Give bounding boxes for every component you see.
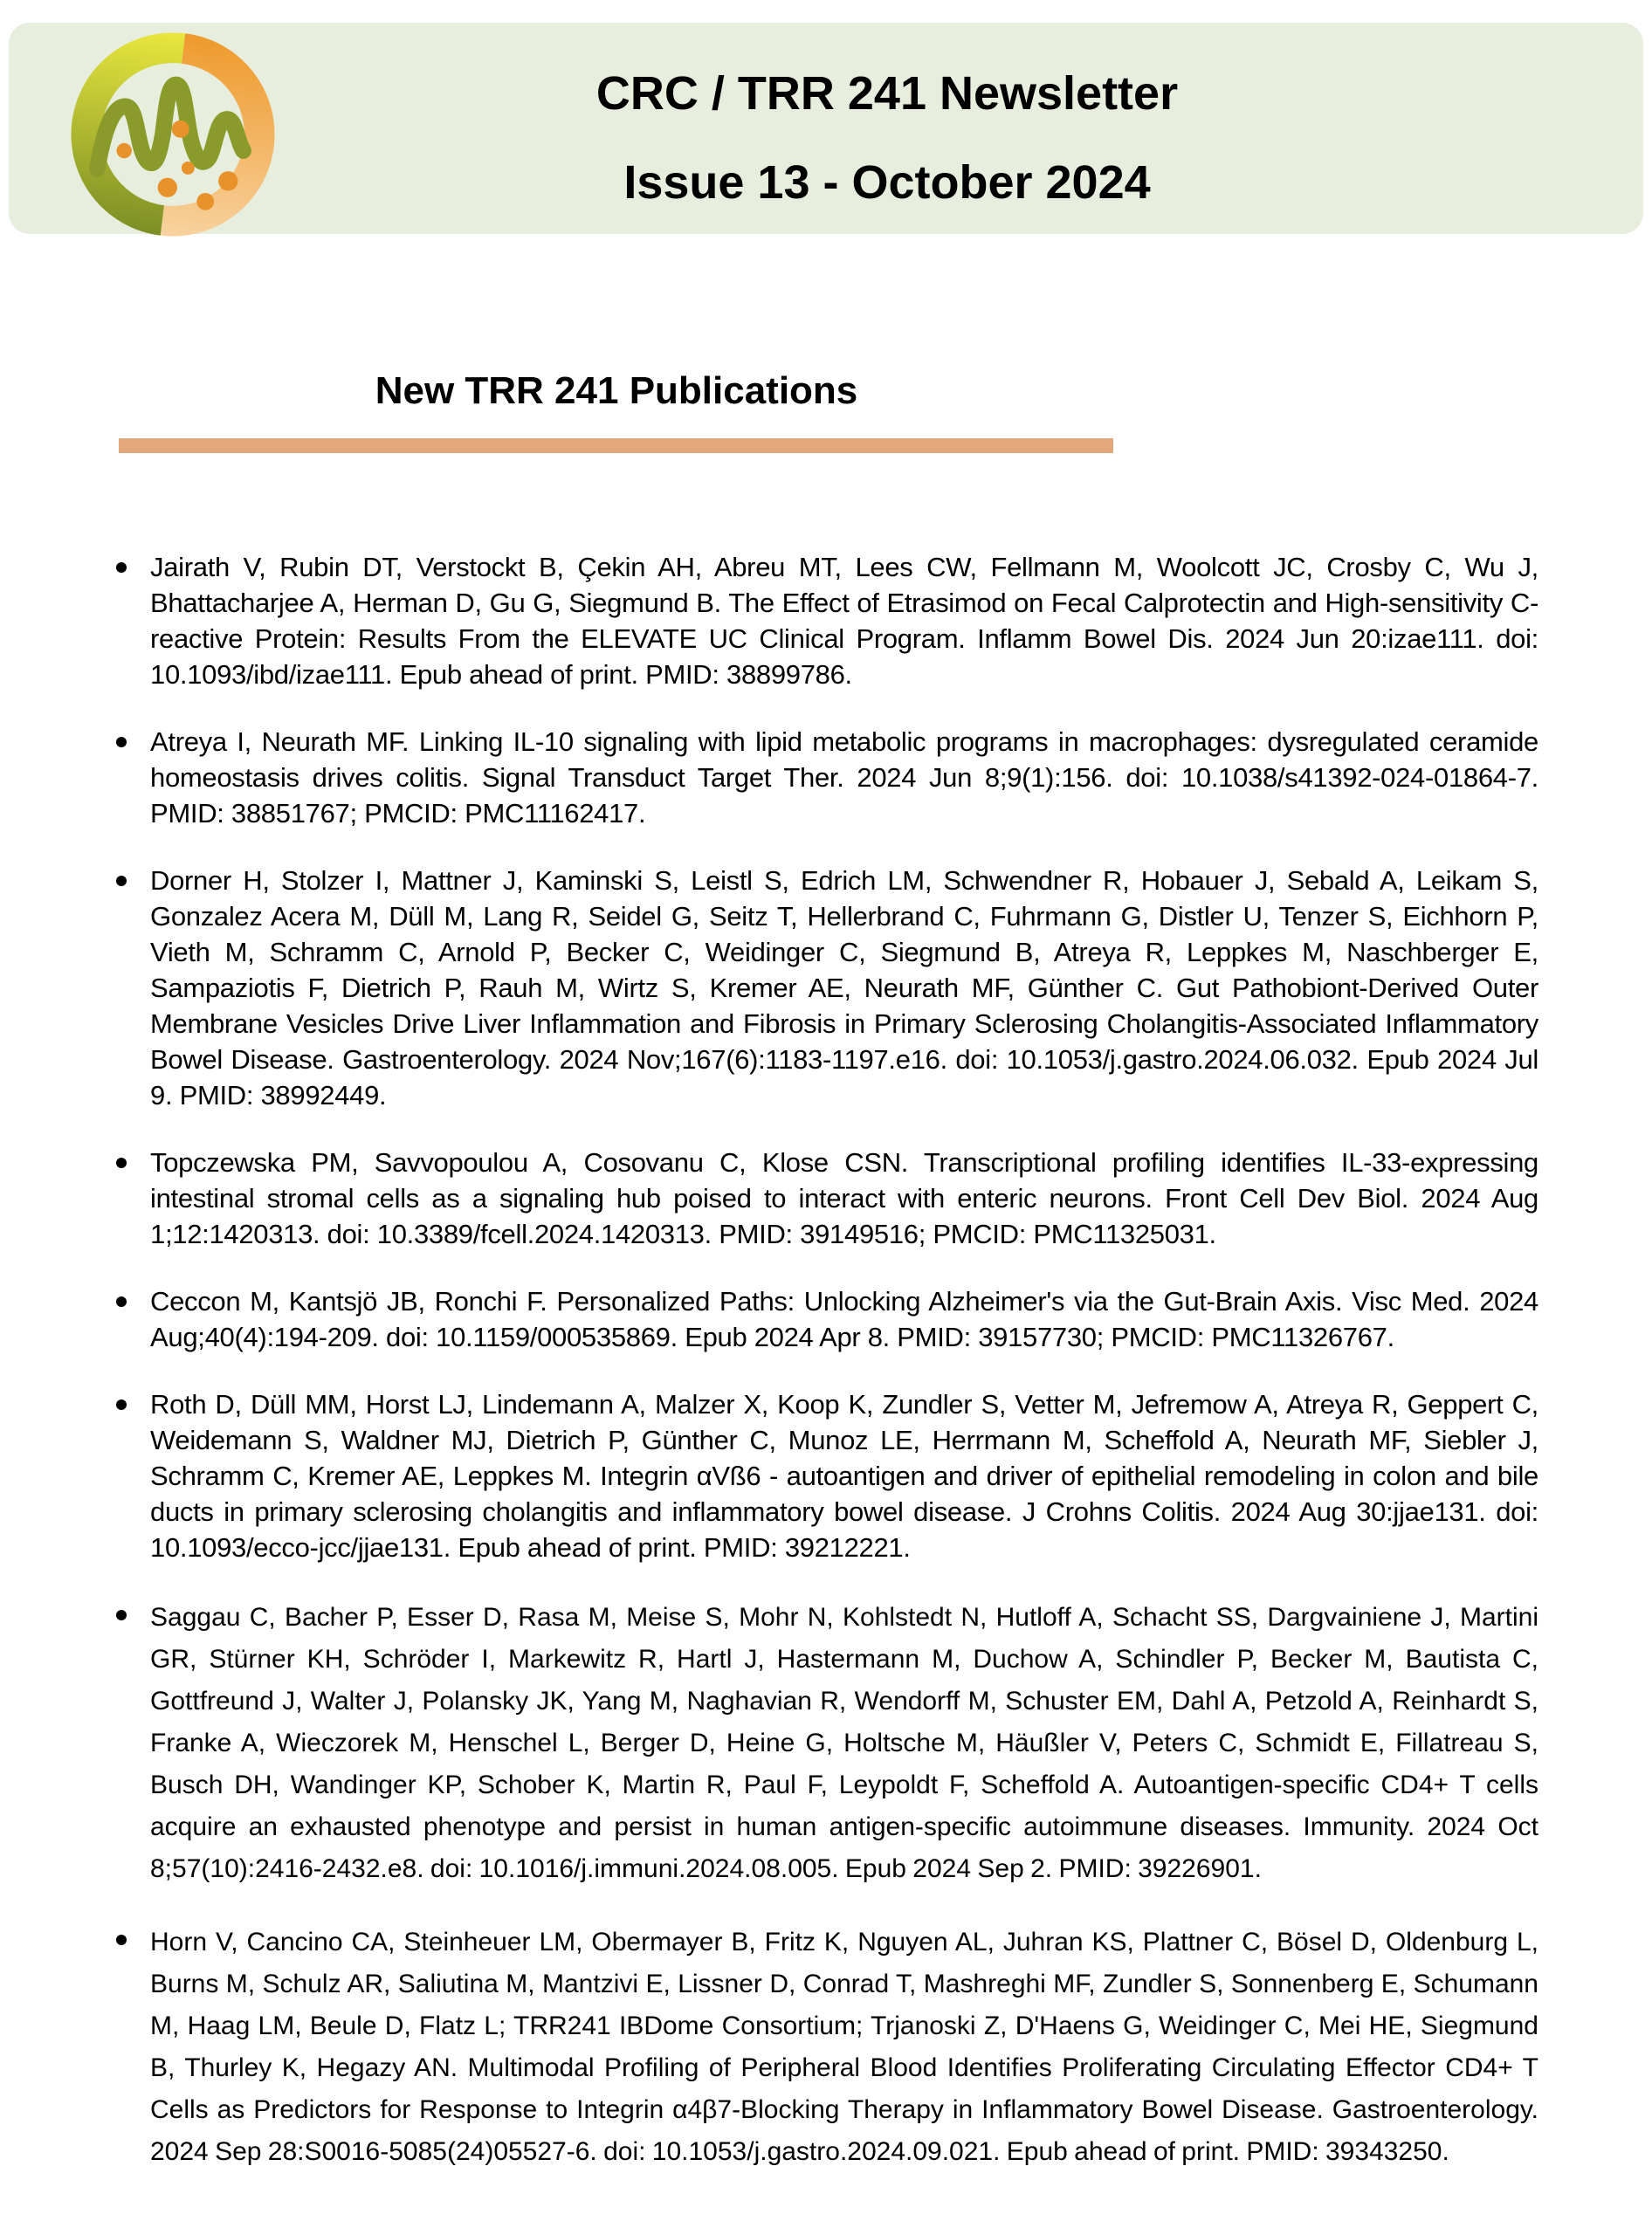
crc-trr241-logo-icon bbox=[65, 26, 281, 243]
publication-item-4 bbox=[114, 1145, 1538, 1252]
publication-item-8 bbox=[114, 1922, 1538, 2173]
bullet-icon bbox=[116, 1296, 127, 1307]
publication-citation: Jairath V, Rubin DT, Verstockt B, Çekin AH, Abreu MT, Lees CW, Fellmann M, Woolcott JC, Crosby C, Wu J, Bhattacharjee A, Herman D, Gu G, Siegmund B. The Effect of Etrasimod on Fecal Calprotectin and High-sensitivity C-reactive Protein: Results From the ELEVATE UC Clinical Program. Inflamm Bowel Dis. 2024 Jun 20:izae111. doi: 10.1093/ibd/izae111. Epub ahead of print. PMID: 38899786. bbox=[150, 552, 1538, 690]
publications-heading: New TRR 241 Publications bbox=[375, 369, 858, 412]
publication-citation: Horn V, Cancino CA, Steinheuer LM, Obermayer B, Fritz K, Nguyen AL, Juhran KS, Plattner C, Bösel D, Oldenburg L, Burns M, Schulz AR, Saliutina M, Mantzivi E, Lissner D, Conrad T, Mashreghi MF, Zundler S, Sonnenberg E, Schumann M, Haag LM, Beule D, Flatz L; TRR241 IBDome Consortium; Trjanoski Z, D'Haens G, Weidinger C, Mei HE, Siegmund B, Thurley K, Hegazy AN. Multimodal Profiling of Peripheral Blood Identifies Proliferating Circulating Effector CD4+ T Cells as Predictors for Response to Integrin α4β7-Blocking Therapy in Inflammatory Bowel Disease. Gastroenterology. 2024 Sep 28:S0016-5085(24)05527-6. doi: 10.1053/j.gastro.2024.09.021. Epub ahead of print. PMID: 39343250. bbox=[150, 1928, 1538, 2166]
bullet-icon bbox=[116, 562, 127, 573]
bullet-icon bbox=[116, 1935, 127, 1945]
publication-item-3 bbox=[114, 863, 1538, 1113]
newsletter-issue: Issue 13 - October 2024 bbox=[623, 156, 1151, 209]
newsletter-header bbox=[9, 23, 1643, 234]
bullet-icon bbox=[116, 1610, 127, 1620]
publication-item-2 bbox=[114, 724, 1538, 831]
heading-underline-bar bbox=[119, 438, 1113, 453]
bullet-icon bbox=[116, 1399, 127, 1410]
publication-citation: Atreya I, Neurath MF. Linking IL-10 signaling with lipid metabolic programs in macrophages: dysregulated ceramide homeostasis drives colitis. Signal Transduct Target Ther. 2024 Jun 8;9(1):156. doi: 10.1038/s41392-024-01864-7. PMID: 38851767; PMCID: PMC11162417. bbox=[150, 726, 1538, 829]
header-titles bbox=[288, 42, 1486, 234]
publication-citation: Saggau C, Bacher P, Esser D, Rasa M, Meise S, Mohr N, Kohlstedt N, Hutloff A, Schacht SS, Dargvainiene J, Martini GR, Stürner KH, Schröder I, Markewitz R, Hartl J, Hastermann M, Duchow A, Schindler P, Becker M, Bautista C, Gottfreund J, Walter J, Polansky JK, Yang M, Naghavian R, Wendorff M, Schuster EM, Dahl A, Petzold A, Reinhardt S, Franke A, Wieczorek M, Henschel L, Berger D, Heine G, Holtsche M, Häußler V, Peters C, Schmidt E, Fillatreau S, Busch DH, Wandinger KP, Schober K, Martin R, Paul F, Leypoldt F, Scheffold A. Autoantigen-specific CD4+ T cells acquire an exhausted phenotype and persist in human antigen-specific autoimmune diseases. Immunity. 2024 Oct 8;57(10):2416-2432.e8. doi: 10.1016/j.immuni.2024.08.005. Epub 2024 Sep 2. PMID: 39226901. bbox=[150, 1603, 1538, 1883]
publication-citation: Ceccon M, Kantsjö JB, Ronchi F. Personalized Paths: Unlocking Alzheimer's via the Gut-Brain Axis. Visc Med. 2024 Aug;40(4):194-209. doi: 10.1159/000535869. Epub 2024 Apr 8. PMID: 39157730; PMCID: PMC11326767. bbox=[150, 1286, 1538, 1352]
publication-item-7 bbox=[114, 1597, 1538, 1890]
publication-item-1 bbox=[114, 549, 1538, 692]
bullet-icon bbox=[116, 876, 127, 886]
publication-citation: Topczewska PM, Savvopoulou A, Cosovanu C, Klose CSN. Transcriptional profiling identifies IL-33-expressing intestinal stromal cells as a signaling hub poised to interact with enteric neurons. Front Cell Dev Biol. 2024 Aug 1;12:1420313. doi: 10.3389/fcell.2024.1420313. PMID: 39149516; PMCID: PMC11325031. bbox=[150, 1147, 1538, 1249]
publication-item-6 bbox=[114, 1386, 1538, 1565]
publication-citation: Roth D, Düll MM, Horst LJ, Lindemann A, Malzer X, Koop K, Zundler S, Vetter M, Jefremow A, Atreya R, Geppert C, Weidemann S, Waldner MJ, Dietrich P, Günther C, Munoz LE, Herrmann M, Scheffold A, Neurath MF, Siebler J, Schramm C, Kremer AE, Leppkes M. Integrin αVß6 - autoantigen and driver of epithelial remodeling in colon and bile ducts in primary sclerosing cholangitis and inflammatory bowel disease. J Crohns Colitis. 2024 Aug 30:jjae131. doi: 10.1093/ecco-jcc/jjae131. Epub ahead of print. PMID: 39212221. bbox=[150, 1389, 1538, 1563]
bullet-icon bbox=[116, 1158, 127, 1168]
newsletter-title: CRC / TRR 241 Newsletter bbox=[595, 67, 1179, 120]
publication-list bbox=[114, 549, 1538, 2173]
logo-wave bbox=[97, 85, 243, 169]
publication-item-5 bbox=[114, 1283, 1538, 1355]
bullet-icon bbox=[116, 737, 127, 747]
publication-citation: Dorner H, Stolzer I, Mattner J, Kaminski S, Leistl S, Edrich LM, Schwendner R, Hobauer J, Sebald A, Leikam S, Gonzalez Acera M, Düll M, Lang R, Seidel G, Seitz T, Hellerbrand C, Fuhrmann G, Distler U, Tenzer S, Eichhorn P, Vieth M, Schramm C, Arnold P, Becker C, Weidinger C, Siegmund B, Atreya R, Leppkes M, Naschberger E, Sampaziotis F, Dietrich P, Rauh M, Wirtz S, Kremer AE, Neurath MF, Günther C. Gut Pathobiont-Derived Outer Membrane Vesicles Drive Liver Inflammation and Fibrosis in Primary Sclerosing Cholangitis-Associated Inflammatory Bowel Disease. Gastroenterology. 2024 Nov;167(6):1183-1197.e16. doi: 10.1053/j.gastro.2024.06.032. Epub 2024 Jul 9. PMID: 38992449. bbox=[150, 865, 1538, 1111]
